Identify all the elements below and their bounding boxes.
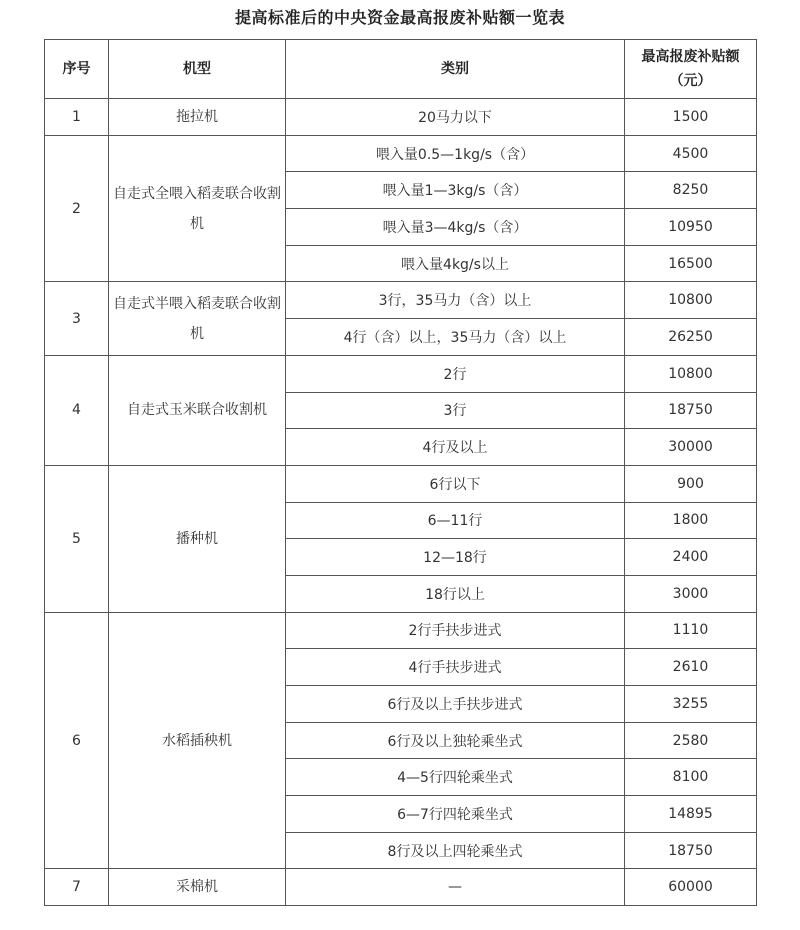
subsidy-amount-cell: 4500 — [625, 135, 757, 172]
category-cell: 喂入量3—4kg/s（含） — [286, 209, 625, 246]
category-cell: 4行（含）以上，35马力（含）以上 — [286, 319, 625, 356]
machine-model-cell: 采棉机 — [109, 869, 286, 906]
table-header — [45, 40, 757, 99]
category-cell: 4行手扶步进式 — [286, 649, 625, 686]
header-model: 机型 — [109, 40, 286, 99]
header-no: 序号 — [45, 40, 109, 99]
subsidy-amount-cell: 30000 — [625, 429, 757, 466]
category-cell: 喂入量0.5—1kg/s（含） — [286, 135, 625, 172]
machine-model-cell: 自走式全喂入稻麦联合收割机 — [109, 135, 286, 282]
table-row — [45, 135, 757, 172]
category-cell: 喂入量1—3kg/s（含） — [286, 172, 625, 209]
category-cell: — — [286, 869, 625, 906]
category-cell: 3行，35马力（含）以上 — [286, 282, 625, 319]
header-amount: 最高报废补贴额（元） — [625, 40, 757, 99]
category-cell: 12—18行 — [286, 539, 625, 576]
machine-model-cell: 拖拉机 — [109, 99, 286, 136]
row-number-cell: 7 — [45, 869, 109, 906]
row-number-cell: 5 — [45, 465, 109, 612]
category-cell: 18行以上 — [286, 575, 625, 612]
subsidy-amount-cell: 2610 — [625, 649, 757, 686]
category-cell: 8行及以上四轮乘坐式 — [286, 832, 625, 869]
row-number-cell: 3 — [45, 282, 109, 355]
subsidy-amount-cell: 18750 — [625, 392, 757, 429]
machine-model-cell: 自走式玉米联合收割机 — [109, 355, 286, 465]
subsidy-amount-cell: 8100 — [625, 759, 757, 796]
table-body — [45, 99, 757, 906]
header-row — [45, 40, 757, 99]
category-cell: 20马力以下 — [286, 99, 625, 136]
subsidy-amount-cell: 14895 — [625, 796, 757, 833]
subsidy-amount-cell: 60000 — [625, 869, 757, 906]
subsidy-amount-cell: 1500 — [625, 99, 757, 136]
subsidy-amount-cell: 3000 — [625, 575, 757, 612]
row-number-cell: 2 — [45, 135, 109, 282]
table-row — [45, 869, 757, 906]
table-row — [45, 99, 757, 136]
category-cell: 6—11行 — [286, 502, 625, 539]
subsidy-amount-cell: 10800 — [625, 355, 757, 392]
subsidy-amount-cell: 8250 — [625, 172, 757, 209]
subsidy-table — [44, 39, 757, 906]
subsidy-amount-cell: 26250 — [625, 319, 757, 356]
subsidy-amount-cell: 10950 — [625, 209, 757, 246]
subsidy-amount-cell: 10800 — [625, 282, 757, 319]
subsidy-amount-cell: 900 — [625, 465, 757, 502]
row-number-cell: 1 — [45, 99, 109, 136]
subsidy-amount-cell: 3255 — [625, 686, 757, 723]
category-cell: 6行及以上独轮乘坐式 — [286, 722, 625, 759]
table-row — [45, 612, 757, 649]
subsidy-amount-cell: 16500 — [625, 245, 757, 282]
category-cell: 2行手扶步进式 — [286, 612, 625, 649]
subsidy-amount-cell: 1110 — [625, 612, 757, 649]
page-title: 提高标准后的中央资金最高报废补贴额一览表 — [234, 8, 565, 27]
table-row — [45, 282, 757, 319]
header-category: 类别 — [286, 40, 625, 99]
row-number-cell: 4 — [45, 355, 109, 465]
category-cell: 6行以下 — [286, 465, 625, 502]
subsidy-amount-cell: 1800 — [625, 502, 757, 539]
subsidy-amount-cell: 18750 — [625, 832, 757, 869]
category-cell: 2行 — [286, 355, 625, 392]
category-cell: 6—7行四轮乘坐式 — [286, 796, 625, 833]
category-cell: 3行 — [286, 392, 625, 429]
subsidy-amount-cell: 2400 — [625, 539, 757, 576]
row-number-cell: 6 — [45, 612, 109, 869]
machine-model-cell: 水稻插秧机 — [109, 612, 286, 869]
category-cell: 喂入量4kg/s以上 — [286, 245, 625, 282]
table-row — [45, 465, 757, 502]
machine-model-cell: 播种机 — [109, 465, 286, 612]
category-cell: 6行及以上手扶步进式 — [286, 686, 625, 723]
table-row — [45, 355, 757, 392]
category-cell: 4—5行四轮乘坐式 — [286, 759, 625, 796]
subsidy-amount-cell: 2580 — [625, 722, 757, 759]
category-cell: 4行及以上 — [286, 429, 625, 466]
machine-model-cell: 自走式半喂入稻麦联合收割机 — [109, 282, 286, 355]
